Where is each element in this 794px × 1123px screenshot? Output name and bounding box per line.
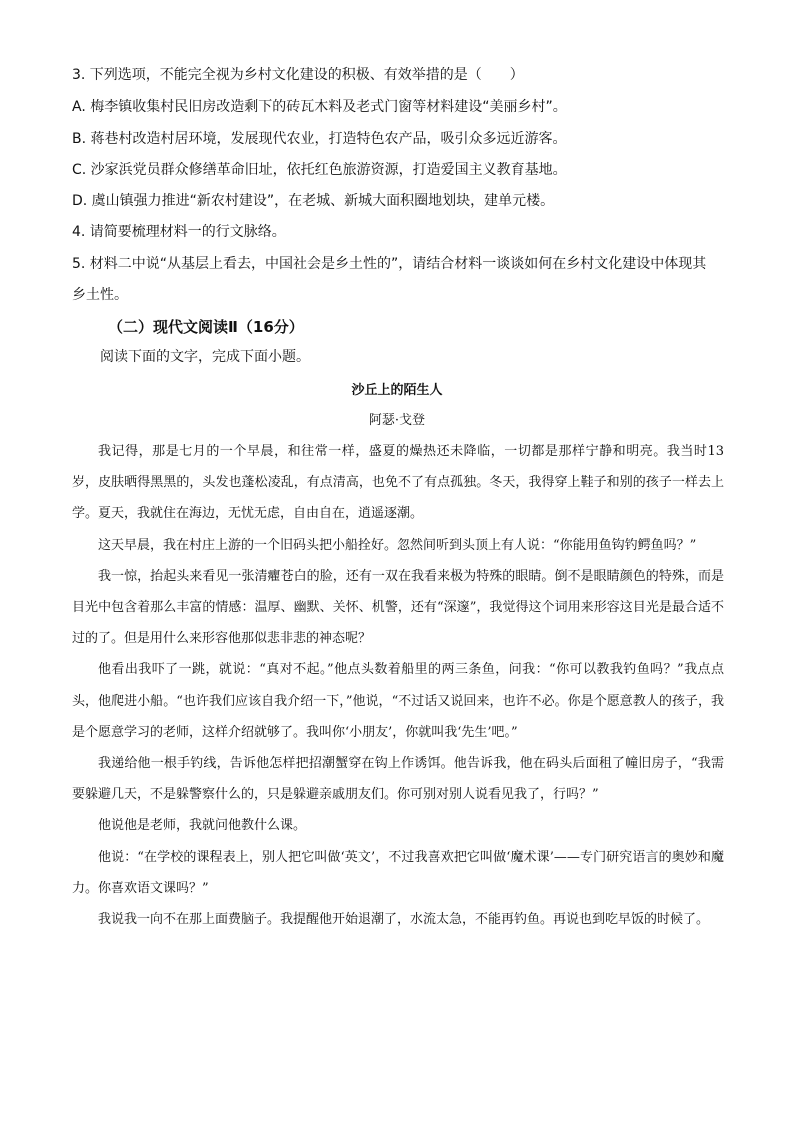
- story-paragraph: 我说我一向不在那上面费脑子。我提醒他开始退潮了，水流太急，不能再钓鱼。再说也到吃早饭的时候了。: [98, 912, 710, 928]
- question-5-line-2: 乡土性。: [72, 287, 128, 303]
- question-3-option-a: A. 梅李镇收集村民旧房改造剩下的砖瓦木料及老式门窗等材料建设“美丽乡村”。: [72, 99, 567, 115]
- question-3: 3. 下列选项，不能完全视为乡村文化建设的积极、有效举措的是（ ）: [72, 67, 524, 83]
- story-author: 阿瑟·戈登: [368, 413, 426, 428]
- story-paragraph: 我递给他一根手钓线，告诉他怎样把招潮蟹穿在钩上作诱饵。他告诉我，他在码头后面租了幢旧房子，“我需要躲避几天，不是躲警察什么的，只是躲避亲戚朋友们。你可别对别人说看见我了，行吗？”: [72, 756, 724, 803]
- section-instruction: 阅读下面的文字，完成下面小题。: [100, 349, 310, 365]
- story-paragraph: 他看出我吓了一跳，就说：“真对不起。”他点头数着船里的两三条鱼，问我：“你可以教我钓鱼吗？”我点点头，他爬进小船。“也许我们应该自我介绍一下，”他说，“不过话又说回来，也许不必。你是个愿意教人的孩子，我是个愿意学习的老师，这样介绍就够了。我叫你‘小朋友’，你就叫我‘先生’吧。”: [72, 662, 724, 740]
- question-5-line-1: 5. 材料二中说“从基层上看去，中国社会是乡土性的”，请结合材料一谈谈如何在乡村文化建设中体现其: [72, 256, 707, 272]
- question-3-option-d: D. 虞山镇强力推进“新农村建设”，在老城、新城大面积圈地划块，建单元楼。: [72, 193, 555, 209]
- story-paragraph: 他说：“在学校的课程表上，别人把它叫做‘英文’，不过我喜欢把它叫做‘魔术课’——专门研究语言的奥妙和魔力。你喜欢语文课吗？”: [72, 849, 724, 896]
- story-title: 沙丘上的陌生人: [351, 383, 443, 398]
- question-3-option-b: B. 蒋巷村改造村居环境，发展现代农业，打造特色农产品，吸引众多远近游客。: [72, 131, 567, 147]
- question-3-option-c: C. 沙家浜党员群众修缮革命旧址，依托红色旅游资源，打造爱国主义教育基地。: [72, 162, 567, 178]
- section-heading: （二）现代文阅读Ⅱ（16分）: [108, 318, 304, 336]
- story-paragraph: 这天早晨，我在村庄上游的一个旧码头把小船拴好。忽然间听到头顶上有人说：“你能用鱼钩钓鳄鱼吗？”: [98, 537, 697, 553]
- story-paragraph: 我记得，那是七月的一个早晨，和往常一样，盛夏的燥热还未降临，一切都是那样宁静和明亮。我当时13岁，皮肤晒得黑黑的，头发也蓬松凌乱，有点清高，也免不了有点孤独。冬天，我得穿上鞋子和别的孩子一样去上学。夏天，我就住在海边，无忧无虑，自由自在，逍遥逐潮。: [72, 444, 724, 522]
- story-paragraph: 他说他是老师，我就问他教什么课。: [98, 818, 307, 834]
- story-paragraph: 我一惊，抬起头来看见一张清癯苍白的脸，还有一双在我看来极为特殊的眼睛。倒不是眼睛颜色的特殊，而是目光中包含着那么丰富的情感：温厚、幽默、关怀、机警，还有“深邃”，我觉得这个词用来形容这目光是最合适不过的了。但是用什么来形容他那似悲非悲的神态呢？: [72, 568, 724, 647]
- question-4: 4. 请简要梳理材料一的行文脉络。: [72, 224, 286, 240]
- story-body: [72, 436, 724, 935]
